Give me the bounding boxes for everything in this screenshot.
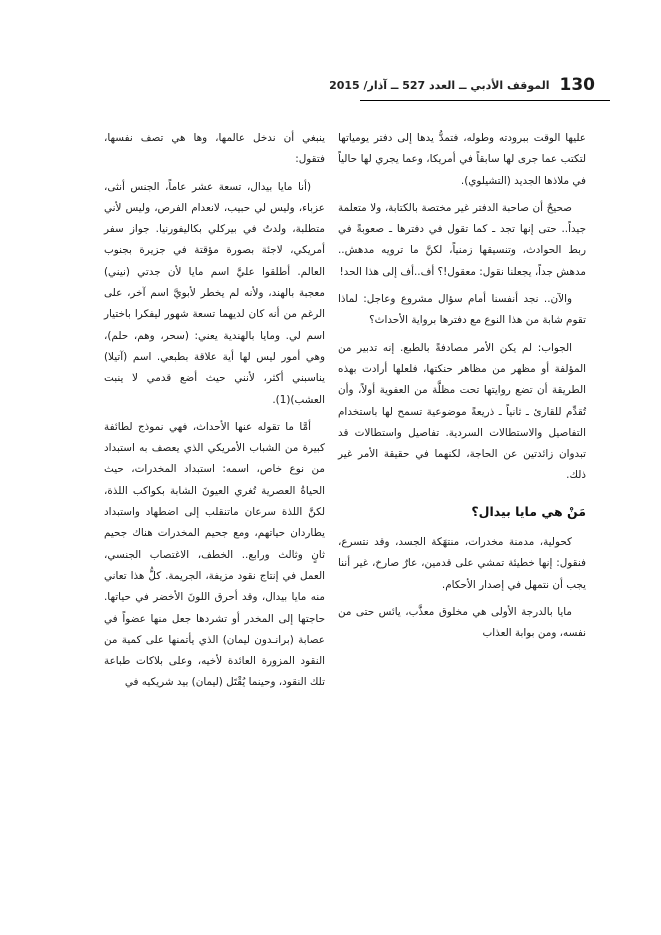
paragraph: الجواب: لم يكن الأمر مصادفةً بالطبع. إنه تدبير من المؤلفة أو مظهر من مظاهر حنكتها، فلعلها أرادت بهذه الطريقة أن تضع روايتها تحت مظلَّة من العفوية أولاً، وأن تُقدِّم للقارئ ـ ثانياً ـ ذريعةً موضوعية تسمح لها باستخدام التفاصيل والاستطالات السردية. تفاصيل واستطالات قد تبدوان زائدتين عن الحاجة، لكنهما في حقيقة الأمر غير ذلك. bbox=[338, 341, 586, 482]
paragraph: عليها الوقت ببرودته وطوله، فتمدُّ يدها إلى دفتر يومياتها لتكتب عما جرى لها سابقاً في أمريكا، وعما يجري لها حالياً في ملاذها الجديد (التشيلوي). bbox=[338, 132, 586, 187]
paragraph: ينبغي أن ندخل عالمها، وها هي تصف نفسها، فتقول: bbox=[104, 132, 325, 166]
header-rule bbox=[360, 100, 610, 101]
quote-paragraph: (أنا مايا بيدال، تسعة عشر عاماً، الجنس أنثى، عزباء، وليس لي حبيب، لانعدام الفرص، وليس لأني متطلبة، ولدتُ في بيركلي بكاليفورنيا. جواز سفر أمريكي، لاجئة بصورة مؤقتة في جزيرة بجنوب العالم. أطلقوا عليَّ اسم مايا لأن جدتي (نيني) معجبة بالهند، ولأنه لم يخطر لأبويَّ اسم آخر، على الرغم من أنه كان لديهما تسعة شهور ليفكرا باختيار اسم لي. ومايا بالهندية يعني: (سحر، وهم، حلم)، وهي أمور ليس لها أية علاقة بطبعي. اسم (آتيلا) يناسبني أكثر، لأنني حيث أضع قدمي لا ينبت العشب)(1). bbox=[104, 180, 325, 406]
page-header bbox=[329, 72, 595, 98]
paragraph: مايا بالدرجة الأولى هي مخلوق معذَّب، يائس حتى من نفسه، ومن بوابة العذاب bbox=[338, 605, 586, 640]
page-number: 130 bbox=[559, 75, 595, 95]
paragraph: أمَّا ما تقوله عنها الأحداث، فهي نموذج لطائفة كبيرة من الشباب الأمريكي الذي يعصف به استبداد من نوع خاص، اسمه: استبداد المخدرات، حيث الحياةُ العصرية تُغري العيونَ الشابة بكواكب اللذة، لكنَّ اللذة سرعان ماتنقلب إلى اضطهاد واستبداد يطاردان حياتهم، ومع جحيم المخدرات هناك جحيم ثانٍ وثالث ورابع.. الخطف، الاغتصاب الجنسي، العمل في إنتاج نقود مزيفة، الجريمة. كلُّ هذا تعاني منه مايا بيدال، وقد أحرق اللونَ الأخضر في حياتها. حاجتها إلى المخدر أو تشردها جعل منها عضواً في عصابة (برانـدون ليمان) الذي يأتمنها على كمية من النقود المزورة العائدة لأخيه، وعلى بلاكات طباعة تلك النقود، وحينما يُقْتَل (ليمان) بيد شريكيه في bbox=[104, 420, 325, 689]
left-column bbox=[104, 128, 325, 700]
running-head: الموقف الأدبي ــ العدد 527 ــ آذار/ 2015 bbox=[329, 78, 550, 92]
paragraph: كحولية، مدمنة مخدرات، منتهَكة الجسد، وقد نتسرع، فنقول: إنها خطيئة تمشي على قدمين، عارٌ صارخ، غير أننا يجب أن نتمهل في إصدار الأحكام. bbox=[338, 536, 586, 591]
paragraph: صحيحٌ أن صاحبة الدفتر غير مختصة بالكتابة، ولا متعلمة جيداً.. حتى إنها تجد ـ كما تقول في دفترها ـ صعوبةً في ربط الحوادث، وتنسيقها زمنياً، لكنَّ ما ترويه مدهش.. مدهش جداً، يجعلنا نقول: معقول!؟ أف..أف إلى هذا الحد! bbox=[338, 201, 586, 278]
paragraph: والآن.. نجد أنفسنا أمام سؤال مشروع وعاجل: لماذا تقوم شابة من هذا النوع مع دفترها برواية الأحداث؟ bbox=[338, 293, 586, 327]
section-heading: مَنْ هي مايا بيدال؟ bbox=[471, 503, 586, 519]
right-column bbox=[338, 128, 586, 651]
